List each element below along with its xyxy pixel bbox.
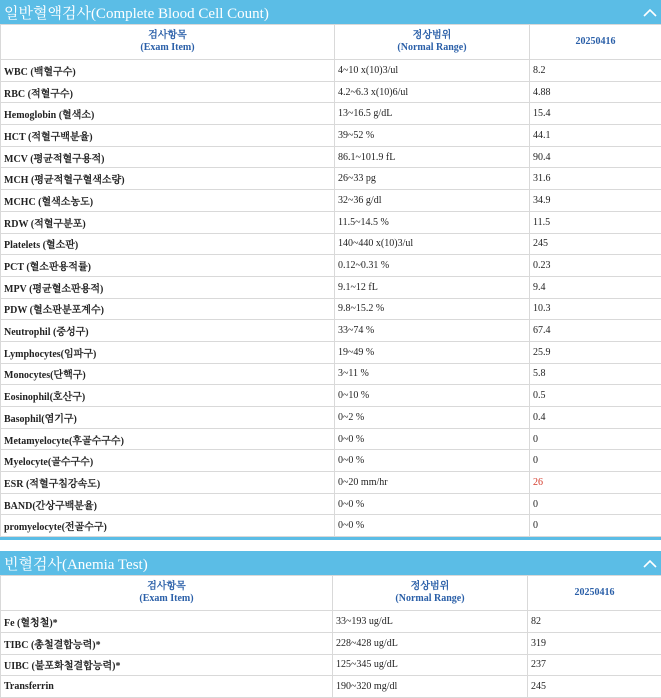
result-value-cell: 245	[530, 233, 661, 255]
normal-range-cell: 39~52 %	[335, 125, 530, 147]
result-value-cell: 0.4	[530, 407, 661, 429]
normal-range-cell: 125~345 ug/dL	[333, 654, 528, 676]
table-row	[1, 407, 661, 429]
exam-item-cell: MPV (평균혈소판용적)	[1, 276, 335, 298]
table-row	[1, 428, 661, 450]
col-normal-range-label-en: (Normal Range)	[335, 42, 529, 54]
result-value-cell: 0.5	[530, 385, 661, 407]
result-value-cell: 82	[528, 611, 661, 633]
exam-item-cell: promyelocyte(전골수구)	[1, 515, 335, 537]
section-divider	[0, 537, 661, 551]
exam-item-cell: ESR (적혈구침강속도)	[1, 472, 335, 494]
normal-range-cell: 9.8~15.2 %	[335, 298, 530, 320]
table-row	[1, 125, 661, 147]
cbc-table-body	[1, 60, 661, 537]
normal-range-cell: 32~36 g/dl	[335, 190, 530, 212]
table-row	[1, 276, 661, 298]
anemia-table-header	[1, 576, 661, 611]
normal-range-cell: 0~0 %	[335, 515, 530, 537]
normal-range-cell: 4~10 x(10)3/ul	[335, 60, 530, 82]
normal-range-cell: 0~0 %	[335, 493, 530, 515]
exam-item-cell: BAND(간상구백분율)	[1, 493, 335, 515]
table-row	[1, 611, 661, 633]
normal-range-cell: 140~440 x(10)3/ul	[335, 233, 530, 255]
normal-range-cell: 0.12~0.31 %	[335, 255, 530, 277]
result-value-cell: 34.9	[530, 190, 661, 212]
table-row	[1, 676, 661, 698]
cbc-section-header[interactable]	[0, 0, 661, 24]
result-value-cell: 319	[528, 632, 661, 654]
col-exam-item	[1, 25, 335, 60]
exam-item-cell: Lymphocytes(임파구)	[1, 341, 335, 363]
exam-item-cell: Hemoglobin (혈색소)	[1, 103, 335, 125]
normal-range-cell: 9.1~12 fL	[335, 276, 530, 298]
exam-item-cell: TIBC (총철결합능력)*	[1, 632, 333, 654]
normal-range-cell: 4.2~6.3 x(10)6/ul	[335, 81, 530, 103]
result-value-cell: 237	[528, 654, 661, 676]
col-date: 20250416	[530, 25, 661, 60]
result-value-cell: 25.9	[530, 341, 661, 363]
normal-range-cell: 33~193 ug/dL	[333, 611, 528, 633]
table-row	[1, 632, 661, 654]
anemia-section	[0, 551, 661, 698]
col-exam-item	[1, 576, 333, 611]
exam-item-cell: Neutrophil (중성구)	[1, 320, 335, 342]
exam-item-cell: MCV (평균적혈구용적)	[1, 146, 335, 168]
anemia-section-title: 빈혈검사(Anemia Test)	[4, 553, 148, 574]
col-date: 20250416	[528, 576, 661, 611]
normal-range-cell: 13~16.5 g/dL	[335, 103, 530, 125]
normal-range-cell: 190~320 mg/dl	[333, 676, 528, 698]
table-row	[1, 211, 661, 233]
col-normal-range	[335, 25, 530, 60]
result-value-cell: 0	[530, 493, 661, 515]
normal-range-cell: 33~74 %	[335, 320, 530, 342]
result-value-cell: 44.1	[530, 125, 661, 147]
exam-item-cell: RBC (적혈구수)	[1, 81, 335, 103]
cbc-section-title: 일반혈액검사(Complete Blood Cell Count)	[4, 2, 269, 23]
exam-item-cell: Fe (혈청철)*	[1, 611, 333, 633]
anemia-section-header[interactable]	[0, 551, 661, 575]
normal-range-cell: 86.1~101.9 fL	[335, 146, 530, 168]
exam-item-cell: Monocytes(단핵구)	[1, 363, 335, 385]
col-exam-item-label: 검사항목	[1, 581, 332, 593]
table-row	[1, 320, 661, 342]
normal-range-cell: 0~0 %	[335, 450, 530, 472]
table-row	[1, 60, 661, 82]
table-row	[1, 654, 661, 676]
table-row	[1, 363, 661, 385]
table-row	[1, 146, 661, 168]
table-row	[1, 168, 661, 190]
exam-item-cell: Platelets (혈소판)	[1, 233, 335, 255]
col-normal-range-label: 정상범위	[333, 581, 527, 593]
normal-range-cell: 0~2 %	[335, 407, 530, 429]
table-row	[1, 298, 661, 320]
col-normal-range	[333, 576, 528, 611]
chevron-up-icon[interactable]	[639, 551, 661, 575]
result-value-cell: 9.4	[530, 276, 661, 298]
normal-range-cell: 3~11 %	[335, 363, 530, 385]
cbc-table	[0, 24, 661, 537]
result-value-cell: 0	[530, 450, 661, 472]
normal-range-cell: 228~428 ug/dL	[333, 632, 528, 654]
exam-item-cell: HCT (적혈구백분율)	[1, 125, 335, 147]
exam-item-cell: UIBC (불포화철결합능력)*	[1, 654, 333, 676]
result-value-cell: 26	[530, 472, 661, 494]
exam-item-cell: MCH (평균적혈구혈색소량)	[1, 168, 335, 190]
normal-range-cell: 19~49 %	[335, 341, 530, 363]
cbc-table-header	[1, 25, 661, 60]
exam-item-cell: Basophil(염기구)	[1, 407, 335, 429]
result-value-cell: 90.4	[530, 146, 661, 168]
col-exam-item-label: 검사항목	[1, 30, 334, 42]
table-row	[1, 233, 661, 255]
result-value-cell: 15.4	[530, 103, 661, 125]
col-normal-range-label-en: (Normal Range)	[333, 593, 527, 605]
table-row	[1, 450, 661, 472]
exam-item-cell: WBC (백혈구수)	[1, 60, 335, 82]
col-normal-range-label: 정상범위	[335, 30, 529, 42]
exam-item-cell: PDW (혈소판분포계수)	[1, 298, 335, 320]
result-value-cell: 5.8	[530, 363, 661, 385]
exam-item-cell: PCT (혈소판용적률)	[1, 255, 335, 277]
normal-range-cell: 0~0 %	[335, 428, 530, 450]
result-value-cell: 31.6	[530, 168, 661, 190]
table-row	[1, 255, 661, 277]
result-value-cell: 245	[528, 676, 661, 698]
table-row	[1, 103, 661, 125]
table-row	[1, 385, 661, 407]
exam-item-cell: Eosinophil(호산구)	[1, 385, 335, 407]
exam-item-cell: MCHC (혈색소농도)	[1, 190, 335, 212]
table-row	[1, 472, 661, 494]
exam-item-cell: Transferrin	[1, 676, 333, 698]
anemia-table-body	[1, 611, 661, 698]
col-exam-item-label-en: (Exam Item)	[1, 593, 332, 605]
normal-range-cell: 0~10 %	[335, 385, 530, 407]
normal-range-cell: 11.5~14.5 %	[335, 211, 530, 233]
table-row	[1, 515, 661, 537]
table-row	[1, 341, 661, 363]
exam-item-cell: RDW (적혈구분포)	[1, 211, 335, 233]
normal-range-cell: 0~20 mm/hr	[335, 472, 530, 494]
anemia-table	[0, 575, 661, 698]
chevron-up-icon[interactable]	[639, 0, 661, 24]
result-value-cell: 11.5	[530, 211, 661, 233]
table-row	[1, 493, 661, 515]
col-exam-item-label-en: (Exam Item)	[1, 42, 334, 54]
result-value-cell: 67.4	[530, 320, 661, 342]
result-value-cell: 8.2	[530, 60, 661, 82]
result-value-cell: 0	[530, 428, 661, 450]
result-value-cell: 10.3	[530, 298, 661, 320]
table-row	[1, 81, 661, 103]
result-value-cell: 4.88	[530, 81, 661, 103]
table-row	[1, 190, 661, 212]
normal-range-cell: 26~33 pg	[335, 168, 530, 190]
result-value-cell: 0.23	[530, 255, 661, 277]
exam-item-cell: Metamyelocyte(후골수구수)	[1, 428, 335, 450]
result-value-cell: 0	[530, 515, 661, 537]
exam-item-cell: Myelocyte(골수구수)	[1, 450, 335, 472]
